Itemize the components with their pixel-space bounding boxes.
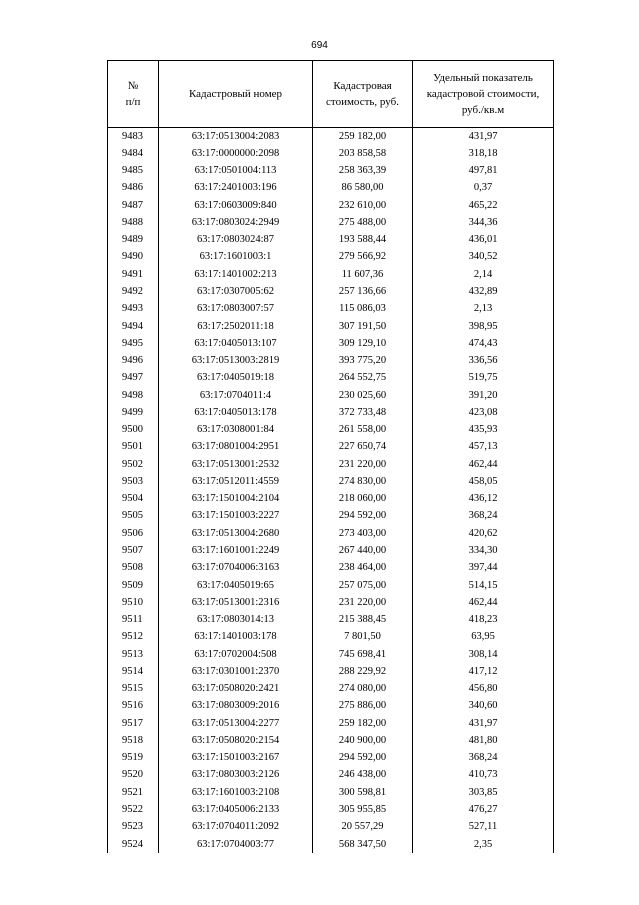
cadastral-value: 273 403,00	[313, 525, 413, 542]
table-row	[108, 456, 554, 473]
table-row	[108, 750, 554, 767]
cadastral-value: 307 191,50	[313, 318, 413, 335]
cadastral-value: 231 220,00	[313, 456, 413, 473]
specific-indicator: 2,35	[413, 836, 554, 853]
row-number: 9484	[108, 145, 159, 162]
cadastral-number: 63:17:0803007:57	[159, 301, 313, 318]
cadastral-number: 63:17:2401003:196	[159, 180, 313, 197]
specific-indicator: 391,20	[413, 387, 554, 404]
cadastral-number: 63:17:1401002:213	[159, 266, 313, 283]
specific-indicator: 497,81	[413, 163, 554, 180]
cadastral-value: 568 347,50	[313, 836, 413, 853]
cadastral-number: 63:17:0307005:62	[159, 283, 313, 300]
cadastral-number: 63:17:0603009:840	[159, 197, 313, 214]
table-row	[108, 301, 554, 318]
table-row	[108, 180, 554, 197]
table-row	[108, 646, 554, 663]
specific-indicator: 436,12	[413, 491, 554, 508]
table-row	[108, 663, 554, 680]
cadastral-value: 294 592,00	[313, 750, 413, 767]
cadastral-number: 63:17:1601001:2249	[159, 542, 313, 559]
row-number: 9500	[108, 422, 159, 439]
table-row	[108, 801, 554, 818]
cadastral-value: 264 552,75	[313, 370, 413, 387]
cadastral-number: 63:17:0405006:2133	[159, 801, 313, 818]
table-row	[108, 594, 554, 611]
cadastral-value: 274 830,00	[313, 473, 413, 490]
page-number: 694	[311, 40, 328, 51]
cadastral-number: 63:17:0405013:107	[159, 335, 313, 352]
cadastral-value: 274 080,00	[313, 681, 413, 698]
row-number: 9499	[108, 404, 159, 421]
specific-indicator: 417,12	[413, 663, 554, 680]
cadastral-value: 240 900,00	[313, 732, 413, 749]
cadastral-value: 203 858,58	[313, 145, 413, 162]
cadastral-number: 63:17:0513001:2316	[159, 594, 313, 611]
row-number: 9485	[108, 163, 159, 180]
specific-indicator: 435,93	[413, 422, 554, 439]
table-row	[108, 335, 554, 352]
row-number: 9518	[108, 732, 159, 749]
cadastral-number: 63:17:0801004:2951	[159, 439, 313, 456]
specific-indicator: 465,22	[413, 197, 554, 214]
cadastral-number: 63:17:1501003:2227	[159, 508, 313, 525]
specific-indicator: 457,13	[413, 439, 554, 456]
table-row	[108, 318, 554, 335]
row-number: 9494	[108, 318, 159, 335]
specific-indicator: 431,97	[413, 128, 554, 146]
row-number: 9515	[108, 681, 159, 698]
cadastral-number: 63:17:1501003:2167	[159, 750, 313, 767]
cadastral-value: 246 438,00	[313, 767, 413, 784]
table-row	[108, 439, 554, 456]
cadastral-value: 267 440,00	[313, 542, 413, 559]
table-row	[108, 214, 554, 231]
table-row	[108, 422, 554, 439]
row-number: 9507	[108, 542, 159, 559]
table-row	[108, 681, 554, 698]
specific-indicator: 368,24	[413, 508, 554, 525]
cadastral-value: 275 488,00	[313, 214, 413, 231]
row-number: 9519	[108, 750, 159, 767]
cadastral-number: 63:17:0508020:2421	[159, 681, 313, 698]
specific-indicator: 2,14	[413, 266, 554, 283]
header-specific-indicator: Удельный показатель кадастровой стоимости, руб./кв.м	[413, 61, 554, 128]
specific-indicator: 340,52	[413, 249, 554, 266]
specific-indicator: 423,08	[413, 404, 554, 421]
table-row	[108, 508, 554, 525]
table-row	[108, 611, 554, 628]
cadastral-number: 63:17:0803009:2016	[159, 698, 313, 715]
row-number: 9503	[108, 473, 159, 490]
table-row	[108, 128, 554, 146]
row-number: 9521	[108, 784, 159, 801]
row-number: 9488	[108, 214, 159, 231]
cadastral-value: 7 801,50	[313, 629, 413, 646]
specific-indicator: 303,85	[413, 784, 554, 801]
row-number: 9487	[108, 197, 159, 214]
table-row	[108, 767, 554, 784]
cadastral-number: 63:17:0704011:2092	[159, 819, 313, 836]
row-number: 9501	[108, 439, 159, 456]
cadastral-number: 63:17:0501004:113	[159, 163, 313, 180]
cadastral-number: 63:17:0702004:508	[159, 646, 313, 663]
cadastral-value: 257 075,00	[313, 577, 413, 594]
specific-indicator: 336,56	[413, 352, 554, 369]
specific-indicator: 63,95	[413, 629, 554, 646]
specific-indicator: 2,13	[413, 301, 554, 318]
table-row	[108, 404, 554, 421]
cadastral-value: 258 363,39	[313, 163, 413, 180]
specific-indicator: 340,60	[413, 698, 554, 715]
cadastral-number: 63:17:1401003:178	[159, 629, 313, 646]
table-row	[108, 732, 554, 749]
specific-indicator: 431,97	[413, 715, 554, 732]
cadastral-number: 63:17:0513001:2532	[159, 456, 313, 473]
row-number: 9505	[108, 508, 159, 525]
row-number: 9490	[108, 249, 159, 266]
table-row	[108, 698, 554, 715]
table-row	[108, 387, 554, 404]
cadastral-value: 745 698,41	[313, 646, 413, 663]
specific-indicator: 456,80	[413, 681, 554, 698]
specific-indicator: 334,30	[413, 542, 554, 559]
table-row	[108, 542, 554, 559]
cadastral-value: 218 060,00	[313, 491, 413, 508]
specific-indicator: 418,23	[413, 611, 554, 628]
row-number: 9486	[108, 180, 159, 197]
cadastral-number: 63:17:0803014:13	[159, 611, 313, 628]
cadastral-value: 238 464,00	[313, 560, 413, 577]
cadastral-value: 259 182,00	[313, 715, 413, 732]
row-number: 9524	[108, 836, 159, 853]
table-row	[108, 784, 554, 801]
cadastral-number: 63:17:0704011:4	[159, 387, 313, 404]
row-number: 9506	[108, 525, 159, 542]
cadastral-number: 63:17:0803024:2949	[159, 214, 313, 231]
specific-indicator: 432,89	[413, 283, 554, 300]
cadastral-value: 261 558,00	[313, 422, 413, 439]
table-row	[108, 473, 554, 490]
specific-indicator: 481,80	[413, 732, 554, 749]
specific-indicator: 514,15	[413, 577, 554, 594]
table-row	[108, 197, 554, 214]
table-row	[108, 577, 554, 594]
cadastral-number: 63:17:0512011:4559	[159, 473, 313, 490]
cadastral-value: 193 588,44	[313, 232, 413, 249]
table-row	[108, 370, 554, 387]
specific-indicator: 519,75	[413, 370, 554, 387]
row-number: 9489	[108, 232, 159, 249]
specific-indicator: 398,95	[413, 318, 554, 335]
row-number: 9491	[108, 266, 159, 283]
cadastral-number: 63:17:0405013:178	[159, 404, 313, 421]
table-row	[108, 249, 554, 266]
row-number: 9483	[108, 128, 159, 146]
cadastral-value: 372 733,48	[313, 404, 413, 421]
specific-indicator: 462,44	[413, 594, 554, 611]
specific-indicator: 0,37	[413, 180, 554, 197]
specific-indicator: 474,43	[413, 335, 554, 352]
row-number: 9497	[108, 370, 159, 387]
specific-indicator: 318,18	[413, 145, 554, 162]
cadastral-value: 232 610,00	[313, 197, 413, 214]
table-row	[108, 352, 554, 369]
row-number: 9509	[108, 577, 159, 594]
cadastral-value: 86 580,00	[313, 180, 413, 197]
cadastral-number: 63:17:1601003:2108	[159, 784, 313, 801]
row-number: 9511	[108, 611, 159, 628]
cadastral-value: 257 136,66	[313, 283, 413, 300]
cadastral-value: 259 182,00	[313, 128, 413, 146]
row-number: 9516	[108, 698, 159, 715]
cadastral-number: 63:17:0704003:77	[159, 836, 313, 853]
table-row	[108, 163, 554, 180]
cadastral-number: 63:17:0513004:2277	[159, 715, 313, 732]
cadastral-number: 63:17:0803003:2126	[159, 767, 313, 784]
cadastral-value: 215 388,45	[313, 611, 413, 628]
cadastral-number: 63:17:0405019:18	[159, 370, 313, 387]
cadastral-number: 63:17:0301001:2370	[159, 663, 313, 680]
row-number: 9517	[108, 715, 159, 732]
row-number: 9496	[108, 352, 159, 369]
table-row	[108, 145, 554, 162]
specific-indicator: 308,14	[413, 646, 554, 663]
cadastral-value: 300 598,81	[313, 784, 413, 801]
header-cadastral-value: Кадастровая стоимость, руб.	[313, 61, 413, 128]
specific-indicator: 397,44	[413, 560, 554, 577]
specific-indicator: 420,62	[413, 525, 554, 542]
specific-indicator: 410,73	[413, 767, 554, 784]
cadastral-value: 227 650,74	[313, 439, 413, 456]
table-header-row	[108, 61, 554, 128]
row-number: 9522	[108, 801, 159, 818]
table-body	[108, 128, 554, 854]
row-number: 9520	[108, 767, 159, 784]
cadastral-value: 230 025,60	[313, 387, 413, 404]
cadastral-number: 63:17:0513004:2083	[159, 128, 313, 146]
row-number: 9502	[108, 456, 159, 473]
header-cadastral-number: Кадастровый номер	[159, 61, 313, 128]
cadastral-value: 294 592,00	[313, 508, 413, 525]
row-number: 9495	[108, 335, 159, 352]
cadastral-value: 231 220,00	[313, 594, 413, 611]
table-row	[108, 491, 554, 508]
specific-indicator: 344,36	[413, 214, 554, 231]
row-number: 9504	[108, 491, 159, 508]
cadastral-number: 63:17:0513003:2819	[159, 352, 313, 369]
specific-indicator: 436,01	[413, 232, 554, 249]
cadastral-value: 305 955,85	[313, 801, 413, 818]
cadastral-number: 63:17:0405019:65	[159, 577, 313, 594]
cadastral-value: 288 229,92	[313, 663, 413, 680]
specific-indicator: 462,44	[413, 456, 554, 473]
row-number: 9513	[108, 646, 159, 663]
specific-indicator: 458,05	[413, 473, 554, 490]
cadastral-number: 63:17:0704006:3163	[159, 560, 313, 577]
cadastral-number: 63:17:1601003:1	[159, 249, 313, 266]
cadastral-table	[107, 60, 554, 853]
cadastral-number: 63:17:0803024:87	[159, 232, 313, 249]
table-row	[108, 283, 554, 300]
header-num: № п/п	[108, 61, 159, 128]
row-number: 9512	[108, 629, 159, 646]
cadastral-value: 279 566,92	[313, 249, 413, 266]
row-number: 9492	[108, 283, 159, 300]
cadastral-number: 63:17:2502011:18	[159, 318, 313, 335]
cadastral-value: 20 557,29	[313, 819, 413, 836]
row-number: 9508	[108, 560, 159, 577]
row-number: 9493	[108, 301, 159, 318]
table-row	[108, 715, 554, 732]
cadastral-value: 393 775,20	[313, 352, 413, 369]
table-row	[108, 266, 554, 283]
cadastral-value: 275 886,00	[313, 698, 413, 715]
cadastral-value: 309 129,10	[313, 335, 413, 352]
table-row	[108, 525, 554, 542]
row-number: 9523	[108, 819, 159, 836]
row-number: 9498	[108, 387, 159, 404]
table-row	[108, 232, 554, 249]
row-number: 9510	[108, 594, 159, 611]
cadastral-value: 115 086,03	[313, 301, 413, 318]
specific-indicator: 368,24	[413, 750, 554, 767]
cadastral-number: 63:17:0308001:84	[159, 422, 313, 439]
cadastral-number: 63:17:0508020:2154	[159, 732, 313, 749]
table-row	[108, 819, 554, 836]
table-row	[108, 836, 554, 853]
specific-indicator: 476,27	[413, 801, 554, 818]
cadastral-number: 63:17:1501004:2104	[159, 491, 313, 508]
table-row	[108, 560, 554, 577]
table-row	[108, 629, 554, 646]
cadastral-value: 11 607,36	[313, 266, 413, 283]
specific-indicator: 527,11	[413, 819, 554, 836]
cadastral-number: 63:17:0513004:2680	[159, 525, 313, 542]
row-number: 9514	[108, 663, 159, 680]
cadastral-number: 63:17:0000000:2098	[159, 145, 313, 162]
